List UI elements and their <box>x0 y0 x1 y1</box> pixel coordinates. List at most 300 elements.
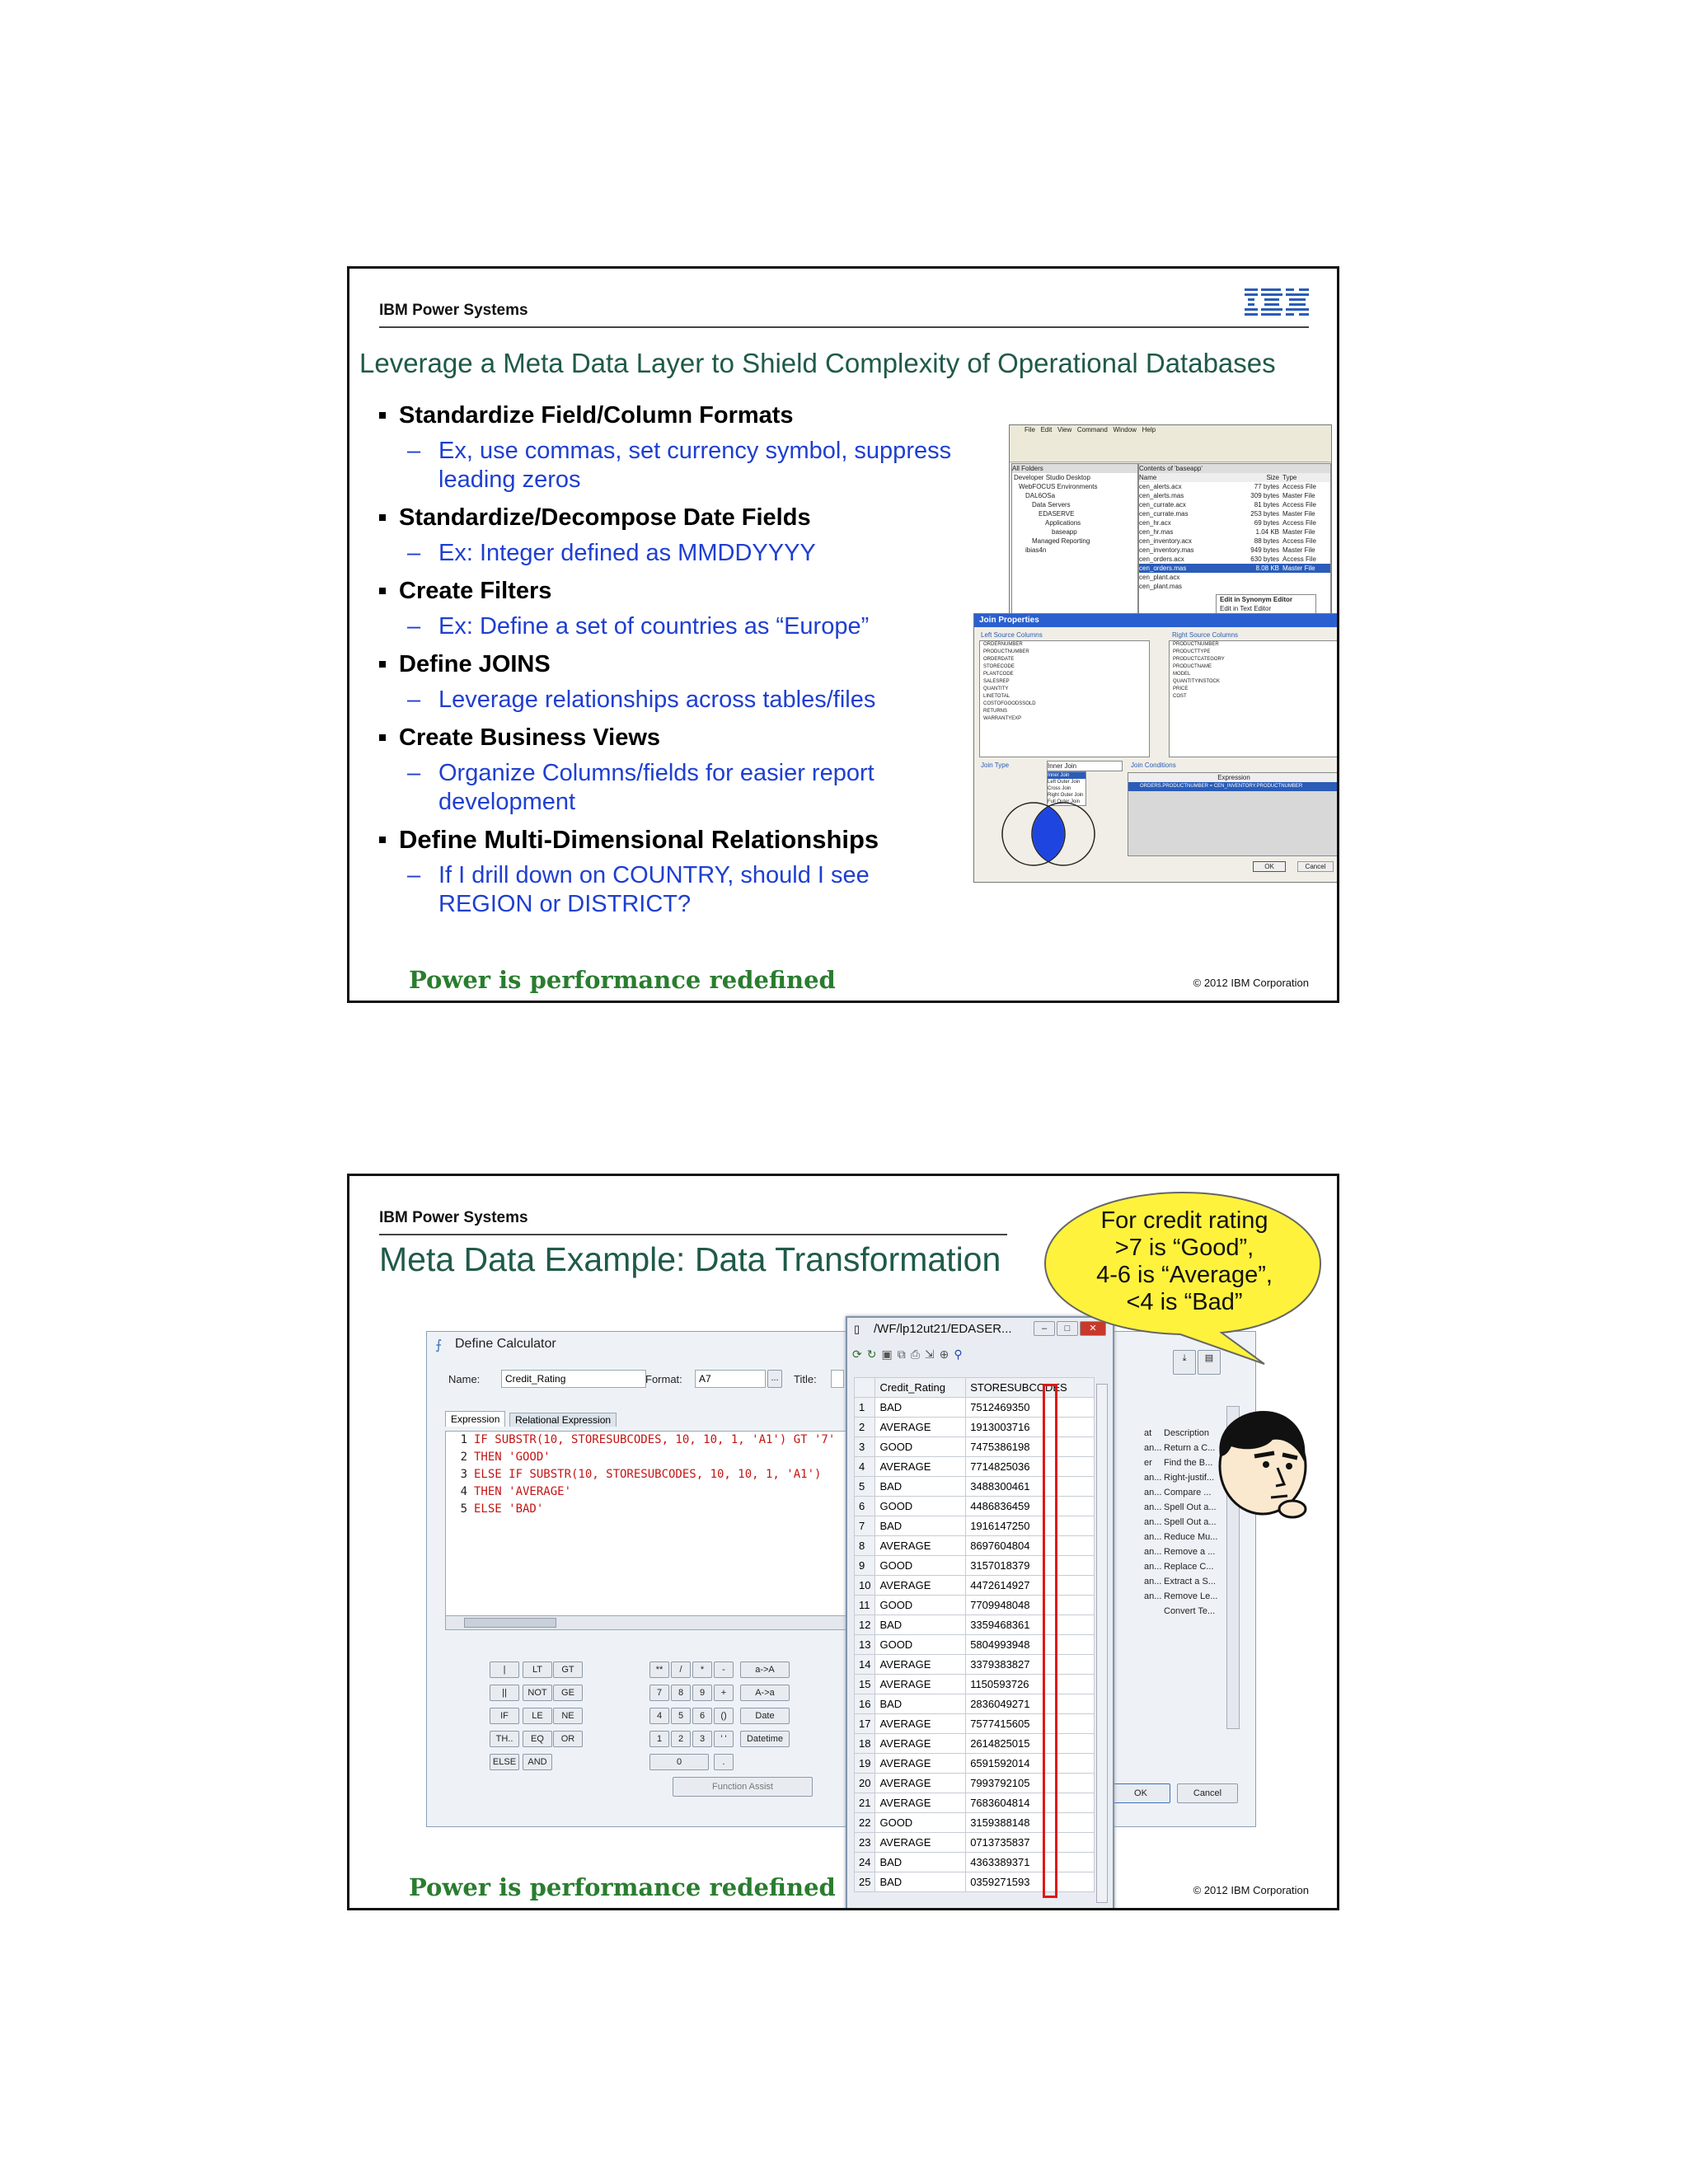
toolbar-icons <box>852 1347 968 1361</box>
name-field[interactable]: Credit_Rating <box>501 1370 646 1388</box>
join-type-select[interactable]: Inner Join <box>1047 761 1123 771</box>
ok-button[interactable]: OK <box>1111 1783 1170 1803</box>
table-row[interactable] <box>855 1596 1095 1615</box>
speech-bubble-text <box>1065 1207 1304 1316</box>
left-source-column[interactable]: PLANTCODE <box>983 672 1014 677</box>
keypad-key[interactable]: 9 <box>692 1685 712 1701</box>
keypad-key[interactable]: 4 <box>649 1708 669 1724</box>
file-type: Access File <box>1282 519 1316 527</box>
table-row[interactable] <box>855 1457 1095 1477</box>
left-source-column[interactable]: WARRANTYEXP <box>983 716 1022 721</box>
table-row[interactable] <box>855 1516 1095 1536</box>
folder-contents-header: Contents of 'baseapp' <box>1139 464 1330 473</box>
maximize-icon[interactable]: □ <box>1057 1321 1078 1336</box>
file-type: Master File <box>1282 565 1315 572</box>
right-source-column[interactable]: QUANTITYINSTOCK <box>1173 679 1220 684</box>
credit-rating-cell: AVERAGE <box>875 1714 966 1734</box>
keypad-key[interactable]: Date <box>740 1708 790 1724</box>
keypad-key[interactable]: * <box>692 1661 712 1678</box>
file-name: cen_alerts.acx <box>1139 483 1182 490</box>
row-number: 6 <box>855 1497 875 1516</box>
line-number: 3 <box>460 1468 467 1481</box>
menu-item[interactable]: View <box>1057 426 1072 434</box>
file-row[interactable] <box>1139 546 1330 555</box>
left-source-column[interactable]: RETURNS <box>983 709 1008 714</box>
right-source-column[interactable]: PRICE <box>1173 687 1189 691</box>
table-row[interactable] <box>855 1675 1095 1694</box>
vertical-scrollbar[interactable] <box>1096 1384 1108 1903</box>
keypad-key[interactable]: Datetime <box>740 1731 790 1747</box>
right-source-column[interactable]: MODEL <box>1173 672 1191 677</box>
row-number: 1 <box>855 1398 875 1418</box>
file-size: 630 bytes <box>1250 555 1279 563</box>
storesubcodes-cell: 3488300461 <box>966 1477 1095 1497</box>
file-size <box>1238 582 1279 591</box>
data-preview-window <box>846 1316 1114 1910</box>
keypad-key[interactable]: A->a <box>740 1685 790 1701</box>
tagline: Power is performance redefined <box>409 966 836 994</box>
table-row[interactable] <box>855 1833 1095 1853</box>
menu-item[interactable]: Window <box>1113 426 1137 434</box>
storesubcodes-cell: 1913003716 <box>966 1418 1095 1437</box>
function-row[interactable] <box>1144 1589 1217 1604</box>
contents-column-headers <box>1139 473 1330 482</box>
sub-bullet: – Ex, use commas, set currency symbol, suppress leading zeros <box>407 438 952 493</box>
function-description: Right-justif... <box>1164 1473 1215 1483</box>
join-conditions-grid <box>1128 772 1339 856</box>
slide-title: Leverage a Meta Data Layer to Shield Complexity of Operational Databases <box>359 348 1276 378</box>
credit-rating-cell: BAD <box>875 1398 966 1418</box>
expression-header: Expression <box>1128 773 1339 782</box>
keypad-key[interactable]: 3 <box>692 1731 712 1747</box>
keypad-key[interactable]: ' ' <box>714 1731 734 1747</box>
credit-rating-cell: AVERAGE <box>875 1774 966 1793</box>
file-row[interactable] <box>1139 500 1330 509</box>
storesubcodes-cell: 1150593726 <box>966 1675 1095 1694</box>
bullet-text: Define JOINS <box>399 651 551 677</box>
function-description: Replace C... <box>1164 1562 1214 1572</box>
file-type <box>1279 573 1282 582</box>
cancel-button[interactable]: Cancel <box>1177 1783 1238 1803</box>
tree-node[interactable]: Applications <box>1045 519 1081 527</box>
print-icon[interactable]: ⎙ <box>910 1347 925 1361</box>
table-row[interactable] <box>855 1754 1095 1774</box>
row-number: 7 <box>855 1516 875 1536</box>
join-option[interactable]: Right Outer Join <box>1048 793 1084 798</box>
bullet <box>377 401 954 430</box>
function-category: an... <box>1144 1443 1162 1453</box>
keypad-key[interactable]: LE <box>523 1708 552 1724</box>
storesubcodes-cell: 8697604804 <box>966 1536 1095 1556</box>
keypad-key[interactable]: || <box>490 1685 519 1701</box>
keypad-key[interactable]: + <box>714 1685 734 1701</box>
storesubcodes-cell: 7512469350 <box>966 1398 1095 1418</box>
credit-rating-cell: GOOD <box>875 1596 966 1615</box>
results-table <box>854 1377 1095 1892</box>
function-category: an... <box>1144 1547 1162 1557</box>
menu-item[interactable]: File <box>1025 426 1035 434</box>
file-type: Master File <box>1282 546 1315 554</box>
storesubcodes-cell: 0713735837 <box>966 1833 1095 1853</box>
left-source-column[interactable]: STORECODE <box>983 664 1015 669</box>
calculator-icon: ⨍ <box>435 1338 443 1352</box>
file-size: 949 bytes <box>1250 546 1279 554</box>
copyright: © 2012 IBM Corporation <box>1193 977 1309 989</box>
file-type: Access File <box>1282 483 1316 490</box>
format-label: Format: <box>645 1373 682 1385</box>
file-size: 81 bytes <box>1254 501 1279 509</box>
table-row[interactable] <box>855 1872 1095 1892</box>
column-header[interactable]: Type <box>1282 474 1297 481</box>
tree-node[interactable]: Data Servers <box>1032 501 1071 509</box>
sub-bullet-text: Ex: Define a set of countries as “Europe” <box>438 613 870 640</box>
bullet <box>377 576 954 606</box>
header-divider <box>379 326 1309 328</box>
credit-rating-cell: AVERAGE <box>875 1418 966 1437</box>
refresh-icon[interactable]: ⟳ <box>852 1347 867 1361</box>
cancel-button[interactable]: Cancel <box>1297 861 1334 872</box>
row-number: 20 <box>855 1774 875 1793</box>
file-type: Access File <box>1282 537 1316 545</box>
storesubcodes-cell: 4363389371 <box>966 1853 1095 1872</box>
storesubcodes-cell: 4486836459 <box>966 1497 1095 1516</box>
file-type: Master File <box>1282 492 1315 499</box>
developer-studio-explorer-screenshot <box>1009 424 1332 636</box>
file-row[interactable] <box>1139 555 1330 564</box>
keypad-key[interactable]: AND <box>523 1754 552 1770</box>
credit-rating-cell: GOOD <box>875 1437 966 1457</box>
storesubcodes-cell: 2836049271 <box>966 1694 1095 1714</box>
keypad-key[interactable]: 8 <box>671 1685 691 1701</box>
keypad-key[interactable]: 7 <box>649 1685 669 1701</box>
keypad-key[interactable]: EQ <box>523 1731 552 1747</box>
column-header[interactable]: Credit_Rating <box>875 1378 966 1398</box>
thinking-man-icon <box>1207 1407 1314 1522</box>
tab-expression[interactable]: Expression <box>445 1411 505 1427</box>
file-size: 1.04 KB <box>1255 528 1279 536</box>
table-row[interactable] <box>855 1793 1095 1813</box>
fields-icon[interactable]: ▤ <box>1198 1350 1221 1375</box>
left-source-column[interactable]: ORDERNUMBER <box>983 642 1023 647</box>
column-header[interactable]: Size <box>1266 474 1279 481</box>
close-icon[interactable]: ✕ <box>1080 1321 1106 1336</box>
table-row[interactable] <box>855 1694 1095 1714</box>
join-option[interactable]: Inner Join <box>1048 772 1085 779</box>
code-text: THEN 'AVERAGE' <box>474 1485 572 1498</box>
table-row[interactable] <box>855 1714 1095 1734</box>
keypad-key[interactable]: IF <box>490 1708 519 1724</box>
dialog-title: Define Calculator <box>455 1337 556 1351</box>
title-field[interactable] <box>831 1370 844 1388</box>
row-number: 22 <box>855 1813 875 1833</box>
left-source-column[interactable]: LINETOTAL <box>983 694 1010 699</box>
table-row[interactable] <box>855 1615 1095 1635</box>
credit-rating-cell: BAD <box>875 1615 966 1635</box>
table-row[interactable] <box>855 1477 1095 1497</box>
keypad-key[interactable]: LT <box>523 1661 552 1678</box>
function-row[interactable] <box>1144 1544 1217 1559</box>
credit-rating-cell: BAD <box>875 1477 966 1497</box>
file-row[interactable] <box>1139 518 1330 527</box>
find-icon[interactable]: ⚲ <box>954 1347 968 1361</box>
credit-rating-cell: AVERAGE <box>875 1675 966 1694</box>
reload-icon[interactable]: ↻ <box>866 1347 882 1361</box>
context-menu-item[interactable]: Edit in Synonym Editor <box>1220 596 1293 603</box>
line-number: 5 <box>460 1502 467 1516</box>
row-number: 2 <box>855 1418 875 1437</box>
table-row[interactable] <box>855 1556 1095 1576</box>
row-number: 5 <box>855 1477 875 1497</box>
keypad-key[interactable]: 1 <box>649 1731 669 1747</box>
function-category: an... <box>1144 1532 1162 1542</box>
document-icon: ▯ <box>854 1323 860 1335</box>
keypad-key[interactable]: 5 <box>671 1708 691 1724</box>
sub-bullet-text: Organize Columns/fields for easier report development <box>438 760 874 815</box>
insert-icon[interactable]: ⤓ <box>1173 1350 1196 1375</box>
right-source-column[interactable]: PRODUCTNAME <box>1173 664 1212 669</box>
row-number-header <box>855 1378 875 1398</box>
menu-bar <box>1010 425 1331 437</box>
function-description: Find the B... <box>1164 1458 1213 1468</box>
tab-relational-expression[interactable]: Relational Expression <box>509 1413 617 1427</box>
file-row[interactable] <box>1139 573 1330 582</box>
left-source-column[interactable]: ORDERDATE <box>983 657 1015 662</box>
context-menu-item[interactable]: Edit in Text Editor <box>1220 605 1272 612</box>
storesubcodes-cell: 4472614927 <box>966 1576 1095 1596</box>
tree-node[interactable]: WebFOCUS Environments <box>1019 483 1098 490</box>
file-row[interactable] <box>1139 527 1330 537</box>
tree-node[interactable]: baseapp <box>1052 528 1077 536</box>
credit-rating-cell: GOOD <box>875 1813 966 1833</box>
left-source-column[interactable]: QUANTITY <box>983 687 1009 691</box>
keypad-key[interactable]: () <box>714 1708 734 1724</box>
left-source-column[interactable]: SALESREP <box>983 679 1010 684</box>
keypad-key[interactable]: a->A <box>740 1661 790 1678</box>
file-name: cen_orders.mas <box>1139 565 1187 572</box>
file-row[interactable] <box>1139 482 1330 491</box>
keypad-key[interactable]: ELSE <box>490 1754 519 1770</box>
table-row[interactable] <box>855 1536 1095 1556</box>
sub-bullet: – Ex: Integer defined as MMDDYYYY <box>407 540 816 566</box>
table-row[interactable] <box>855 1398 1095 1418</box>
keypad-key[interactable]: . <box>714 1754 734 1770</box>
function-row[interactable] <box>1144 1604 1217 1619</box>
copy-icon[interactable]: ⧉ <box>897 1347 911 1361</box>
keypad-key[interactable]: GE <box>553 1685 583 1701</box>
keypad-key[interactable]: NE <box>553 1708 583 1724</box>
table-row[interactable] <box>855 1813 1095 1833</box>
file-name: cen_orders.acx <box>1139 555 1184 563</box>
right-source-column[interactable]: PRODUCTTYPE <box>1173 649 1211 654</box>
tagline: Power is performance redefined <box>409 1873 836 1901</box>
sub-bullet-text: Ex: Integer defined as MMDDYYYY <box>438 540 816 566</box>
file-row[interactable] <box>1139 564 1330 573</box>
line-number: 4 <box>460 1485 467 1498</box>
bubble-line: >7 is “Good”, <box>1114 1235 1254 1261</box>
row-number: 18 <box>855 1734 875 1754</box>
sub-bullet-text: Ex, use commas, set currency symbol, suppress leading zeros <box>438 438 952 493</box>
menu-item[interactable]: Command <box>1076 426 1108 434</box>
row-number: 3 <box>855 1437 875 1457</box>
title-label: Title: <box>794 1373 817 1385</box>
tree-node[interactable]: ibias4n <box>1025 546 1047 554</box>
bubble-line: 4-6 is “Average”, <box>1096 1262 1273 1288</box>
table-row[interactable] <box>855 1635 1095 1655</box>
keypad-key[interactable]: OR <box>553 1731 583 1747</box>
left-source-column[interactable]: PRODUCTNUMBER <box>983 649 1029 654</box>
row-number: 16 <box>855 1694 875 1714</box>
format-browse-button[interactable]: ... <box>767 1370 782 1388</box>
column-header[interactable]: Name <box>1139 474 1157 481</box>
storesubcodes-cell: 7993792105 <box>966 1774 1095 1793</box>
bubble-line: For credit rating <box>1100 1207 1268 1234</box>
function-category: an... <box>1144 1473 1162 1483</box>
join-option[interactable]: Full Outer Join <box>1048 799 1081 804</box>
join-expression[interactable]: ORDERS.PRODUCTNUMBER = CEN_INVENTORY.PRODUCTNUMBER <box>1128 782 1339 791</box>
column-header[interactable]: STORESUBCODES <box>966 1378 1095 1398</box>
table-row[interactable] <box>855 1437 1095 1457</box>
file-type <box>1279 582 1282 591</box>
copyright: © 2012 IBM Corporation <box>1193 1884 1309 1896</box>
save-icon[interactable]: ▣ <box>881 1347 898 1361</box>
file-name: cen_inventory.mas <box>1139 546 1194 554</box>
row-number: 10 <box>855 1576 875 1596</box>
file-size: 8.08 KB <box>1255 565 1279 572</box>
credit-rating-cell: BAD <box>875 1853 966 1872</box>
bullet <box>377 503 954 532</box>
code-text: ELSE IF SUBSTR(10, STORESUBCODES, 10, 10, 1, 'A1') <box>474 1468 822 1481</box>
function-category: an... <box>1144 1517 1162 1527</box>
file-row[interactable] <box>1139 537 1330 546</box>
menu-item[interactable]: Edit <box>1040 426 1053 434</box>
credit-rating-cell: AVERAGE <box>875 1576 966 1596</box>
export-icon[interactable]: ⇲ <box>924 1347 940 1361</box>
keypad-key[interactable]: - <box>714 1661 734 1678</box>
function-description: Reduce Mu... <box>1164 1532 1218 1542</box>
keypad-key[interactable]: GT <box>553 1661 583 1678</box>
credit-rating-cell: AVERAGE <box>875 1793 966 1813</box>
context-menu <box>1216 594 1316 614</box>
table-row[interactable] <box>855 1774 1095 1793</box>
row-number: 8 <box>855 1536 875 1556</box>
function-description: Extract a S... <box>1164 1577 1216 1586</box>
storesubcodes-cell: 7577415605 <box>966 1714 1095 1734</box>
table-row[interactable] <box>855 1497 1095 1516</box>
file-type: Master File <box>1282 528 1315 536</box>
function-row[interactable] <box>1144 1530 1217 1544</box>
function-description: Remove a ... <box>1164 1547 1216 1557</box>
file-size: 69 bytes <box>1254 519 1279 527</box>
credit-rating-cell: GOOD <box>875 1556 966 1576</box>
file-row[interactable] <box>1139 509 1330 518</box>
folder-tree-header: All Folders <box>1012 464 1137 473</box>
credit-rating-cell: GOOD <box>875 1497 966 1516</box>
minimize-icon[interactable]: – <box>1034 1321 1055 1336</box>
keypad-key[interactable]: TH.. <box>490 1731 519 1747</box>
menu-item[interactable]: Help <box>1142 426 1156 434</box>
table-row[interactable] <box>855 1418 1095 1437</box>
function-row[interactable] <box>1144 1574 1217 1589</box>
tree-node[interactable]: Developer Studio Desktop <box>1014 474 1090 481</box>
table-row[interactable] <box>855 1655 1095 1675</box>
keypad-key[interactable]: | <box>490 1661 519 1678</box>
row-number: 15 <box>855 1675 875 1694</box>
row-number: 17 <box>855 1714 875 1734</box>
keypad-key[interactable]: 2 <box>671 1731 691 1747</box>
function-description: Spell Out a... <box>1164 1517 1217 1527</box>
ok-button[interactable]: OK <box>1253 861 1286 872</box>
keypad-key[interactable]: / <box>671 1661 691 1678</box>
right-source-column[interactable]: PRODUCTCATEGORY <box>1173 657 1225 662</box>
join-properties-screenshot <box>973 613 1339 883</box>
keypad-key[interactable]: 0 <box>649 1754 709 1770</box>
bullet <box>377 649 954 679</box>
row-number: 23 <box>855 1833 875 1853</box>
function-description: Compare ... <box>1164 1488 1212 1497</box>
storesubcodes-cell: 3359468361 <box>966 1615 1095 1635</box>
line-number: 2 <box>460 1451 467 1464</box>
right-source-column[interactable]: PRODUCTNUMBER <box>1173 642 1219 647</box>
right-source-column[interactable]: COST <box>1173 694 1187 699</box>
row-number: 19 <box>855 1754 875 1774</box>
line-number: 1 <box>460 1433 467 1446</box>
credit-rating-cell: GOOD <box>875 1635 966 1655</box>
code-text: ELSE 'BAD' <box>474 1502 544 1516</box>
join-option[interactable]: Left Outer Join <box>1048 780 1081 785</box>
file-type: Access File <box>1282 501 1316 509</box>
storesubcodes-cell: 3157018379 <box>966 1556 1095 1576</box>
file-name: cen_hr.acx <box>1139 519 1171 527</box>
function-assist-button[interactable]: Function Assist <box>673 1777 813 1797</box>
file-row[interactable] <box>1139 491 1330 500</box>
row-number: 14 <box>855 1655 875 1675</box>
row-number: 13 <box>855 1635 875 1655</box>
keypad-key[interactable]: 6 <box>692 1708 712 1724</box>
row-number: 4 <box>855 1457 875 1477</box>
table-row[interactable] <box>855 1734 1095 1754</box>
function-category: an... <box>1144 1562 1162 1572</box>
credit-rating-cell: AVERAGE <box>875 1655 966 1675</box>
file-size: 77 bytes <box>1254 483 1279 490</box>
credit-rating-cell: BAD <box>875 1872 966 1892</box>
format-field[interactable]: A7 <box>695 1370 766 1388</box>
highlight-box <box>1043 1384 1057 1898</box>
slide-title: Meta Data Example: Data Transformation <box>379 1240 1001 1278</box>
file-size: 253 bytes <box>1250 510 1279 518</box>
file-type: Master File <box>1282 510 1315 518</box>
table-row[interactable] <box>855 1853 1095 1872</box>
function-description: Remove Le... <box>1164 1591 1218 1601</box>
keypad-key[interactable]: NOT <box>523 1685 552 1701</box>
function-row[interactable] <box>1144 1559 1217 1574</box>
keypad-key[interactable]: ** <box>649 1661 669 1678</box>
code-text: THEN 'GOOD' <box>474 1451 551 1464</box>
file-name: cen_currate.mas <box>1139 510 1189 518</box>
left-source-column[interactable]: COSTOFGOODSSOLD <box>983 701 1036 706</box>
table-row[interactable] <box>855 1576 1095 1596</box>
join-option[interactable]: Cross Join <box>1048 786 1071 791</box>
right-source-label: Right Source Columns <box>1172 631 1239 639</box>
storesubcodes-cell: 7714825036 <box>966 1457 1095 1477</box>
join-conditions-label: Join Conditions <box>1131 762 1176 769</box>
sub-bullet: – Organize Columns/fields for easier report development <box>407 760 874 815</box>
file-row[interactable] <box>1139 582 1330 591</box>
tree-node[interactable]: EDASERVE <box>1039 510 1075 518</box>
tree-node[interactable]: Managed Reporting <box>1032 537 1090 545</box>
filter-icon[interactable]: ⊕ <box>939 1347 954 1361</box>
sub-bullet: – Leverage relationships across tables/files <box>407 687 876 713</box>
tree-node[interactable]: DAL6OSa <box>1025 492 1056 499</box>
